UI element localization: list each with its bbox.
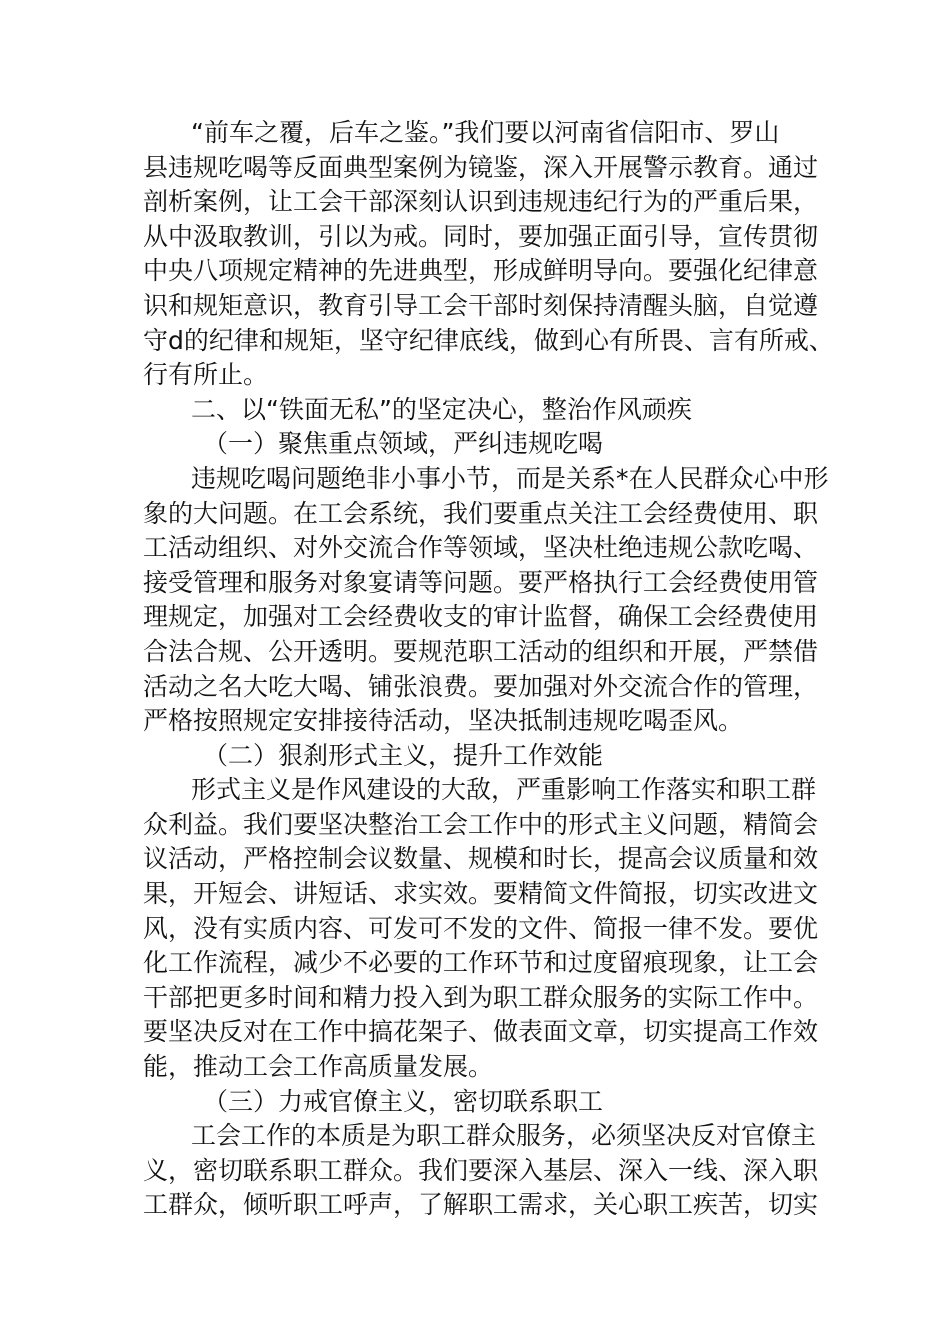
paragraph-line: 守d的纪律和规矩，坚守纪律底线，做到心有所畏、言有所戒、 (143, 325, 834, 355)
paragraph-line: 象的大问题。在工会系统，我们要重点关注工会经费使用、职 (143, 498, 819, 528)
paragraph-line: 义，密切联系职工群众。我们要深入基层、深入一线、深入职 (143, 1155, 819, 1185)
paragraph-line: 工会工作的本质是为职工群众服务，必须坚决反对官僚主 (191, 1121, 817, 1151)
paragraph-line: 行有所止。 (143, 360, 269, 390)
subsection-heading: （一）聚焦重点领域，严纠违规吃喝 (203, 429, 604, 459)
paragraph-line: 能，推动工会工作高质量发展。 (143, 1052, 494, 1082)
subsection-heading: （二）狠刹形式主义，提升工作效能 (203, 740, 604, 770)
paragraph-line: 干部把更多时间和精力投入到为职工群众服务的实际工作中。 (143, 982, 819, 1012)
paragraph-line: 风，没有实质内容、可发可不发的文件、简报一律不发。要优 (143, 913, 819, 943)
paragraph-line: 议活动，严格控制会议数量、规模和时长，提高会议质量和效 (143, 844, 819, 874)
paragraph-line: 工活动组织、对外交流合作等领域，坚决杜绝违规公款吃喝、 (143, 533, 819, 563)
paragraph-line: 中央八项规定精神的先进典型，形成鲜明导向。要强化纪律意 (143, 256, 819, 286)
paragraph-line: 众利益。我们要坚决整治工会工作中的形式主义问题，精简会 (143, 809, 819, 839)
paragraph-line: 接受管理和服务对象宴请等问题。要严格执行工会经费使用管 (143, 567, 819, 597)
paragraph-line: 合法合规、公开透明。要规范职工活动的组织和开展，严禁借 (143, 636, 819, 666)
paragraph-line: 工群众，倾听职工呼声，了解职工需求，关心职工疾苦，切实 (143, 1190, 819, 1220)
paragraph-line: “前车之覆，后车之鉴。”我们要以河南省信阳市、罗山 (191, 118, 780, 147)
paragraph-line: 化工作流程，减少不必要的工作环节和过度留痕现象，让工会 (143, 948, 819, 978)
paragraph-line: 县违规吃喝等反面典型案例为镜鉴，深入开展警示教育。通过 (143, 152, 819, 182)
paragraph-line: 剖析案例，让工会干部深刻认识到违规违纪行为的严重后果， (143, 187, 819, 217)
document-body (143, 116, 834, 1223)
paragraph-line: 违规吃喝问题绝非小事小节，而是关系*在人民群众心中形 (191, 463, 829, 493)
paragraph-line: 严格按照规定安排接待活动，坚决抵制违规吃喝歪风。 (143, 706, 744, 736)
subsection-heading: （三）力戒官僚主义，密切联系职工 (203, 1086, 604, 1116)
paragraph-line: 活动之名大吃大喝、铺张浪费。要加强对外交流合作的管理， (143, 671, 819, 701)
paragraph-line: 果，开短会、讲短话、求实效。要精简文件简报，切实改进文 (143, 879, 819, 909)
paragraph-line: 理规定，加强对工会经费收支的审计监督，确保工会经费使用 (143, 602, 819, 632)
paragraph-line: 从中汲取教训，引以为戒。同时，要加强正面引导，宣传贯彻 (143, 221, 819, 251)
paragraph-line: 形式主义是作风建设的大敌，严重影响工作落实和职工群 (191, 775, 817, 805)
section-heading: 二、以“铁面无私”的坚定决心，整治作风顽疾 (191, 394, 692, 424)
paragraph-line: 要坚决反对在工作中搞花架子、做表面文章，切实提高工作效 (143, 1017, 819, 1047)
paragraph-line: 识和规矩意识，教育引导工会干部时刻保持清醒头脑，自觉遵 (143, 290, 819, 320)
